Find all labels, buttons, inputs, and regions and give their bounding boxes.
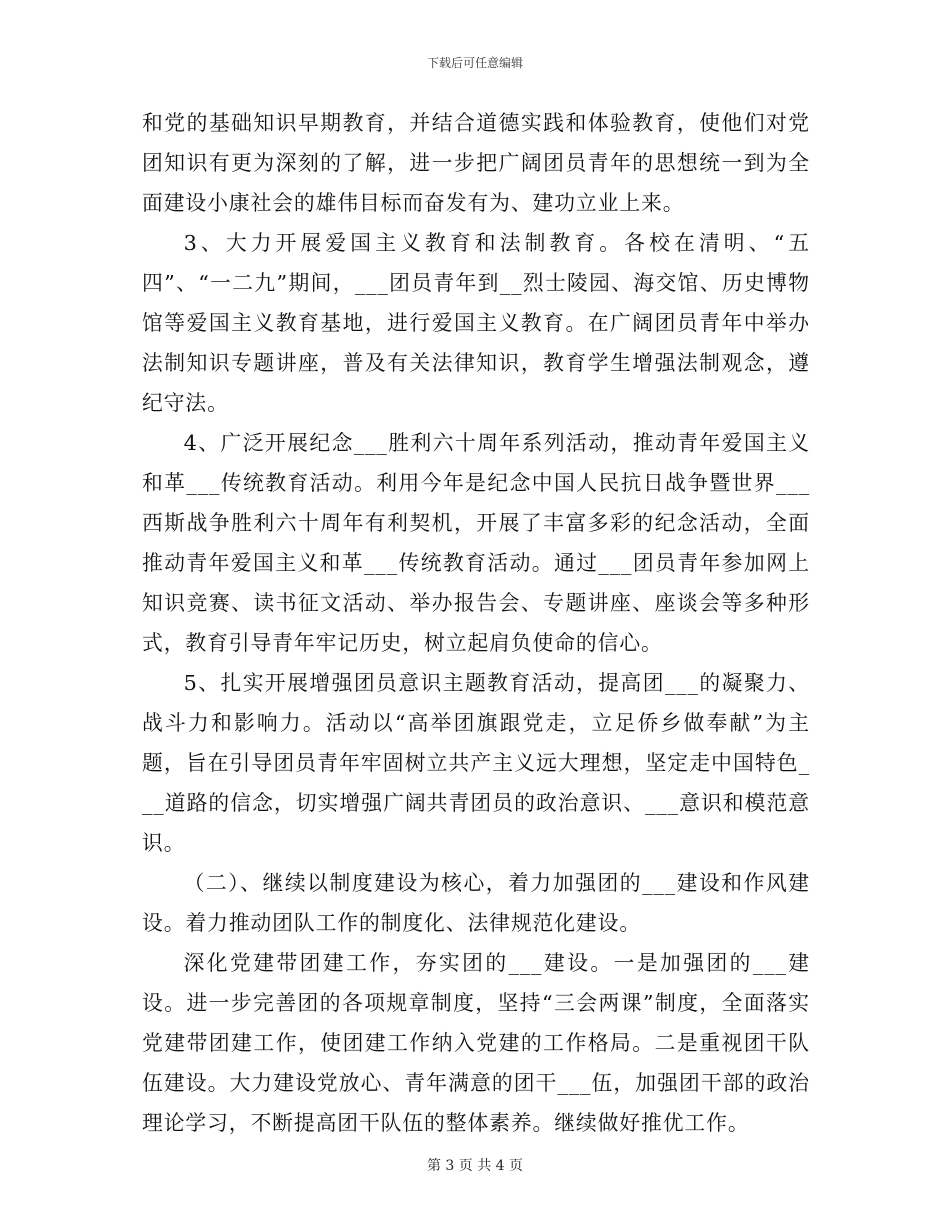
page-header: 下载后可任意编辑	[426, 56, 523, 70]
paragraph-continuation: 和党的基础知识早期教育，并结合道德实践和体验教育，使他们对党团知识有更为深刻的了解，进一步把广阔团员青年的思想统一到为全面建设小康社会的雄伟目标而奋发有为、建功立业上来。	[142, 111, 810, 215]
document-body	[142, 103, 810, 1143]
paragraph-item-4: 4、广泛开展纪念___胜利六十周年系列活动，推动青年爱国主义和革___传统教育活动。利用今年是纪念中国人民抗日战争暨世界___西斯战争胜利六十周年有利契机，开展了丰富多彩的纪念活动，全面推动青年爱国主义和革___传统教育活动。通过___团员青年参加网上知识竞赛、读书征文活动、举办报告会、专题讲座、座谈会等多种形式，教育引导青年牢记历史，树立起肩负使命的信心。	[142, 431, 810, 655]
paragraph-item-5: 5、扎实开展增强团员意识主题教育活动，提高团___的凝聚力、战斗力和影响力。活动以“高举团旗跟党走，立足侨乡做奉献”为主题，旨在引导团员青年牢固树立共产主义远大理想，坚定走中国特色___道路的信念，切实增强广阔共青团员的政治意识、___意识和模范意识。	[142, 671, 810, 855]
paragraph-item-3: 3、大力开展爱国主义教育和法制教育。各校在清明、“五四”、“一二九”期间，___团员青年到__烈士陵园、海交馆、历史博物馆等爱国主义教育基地，进行爱国主义教育。在广阔团员青年中举办法制知识专题讲座，普及有关法律知识，教育学生增强法制观念，遵纪守法。	[142, 231, 810, 415]
section-heading-2: （二）、继续以制度建设为核心，着力加强团的___建设和作风建设。着力推动团队工作的制度化、法律规范化建设。	[142, 871, 810, 935]
paragraph-party-building: 深化党建带团建工作，夯实团的___建设。一是加强团的___建设。进一步完善团的各项规章制度，坚持“三会两课”制度，全面落实党建带团建工作，使团建工作纳入党建的工作格局。二是重视团干队伍建设。大力建设党放心、青年满意的团干___伍，加强团干部的政治理论学习，不断提高团干队伍的整体素养。继续做好推优工作。	[142, 951, 810, 1135]
page-number: 第 3 页 共 4 页	[426, 1158, 524, 1174]
